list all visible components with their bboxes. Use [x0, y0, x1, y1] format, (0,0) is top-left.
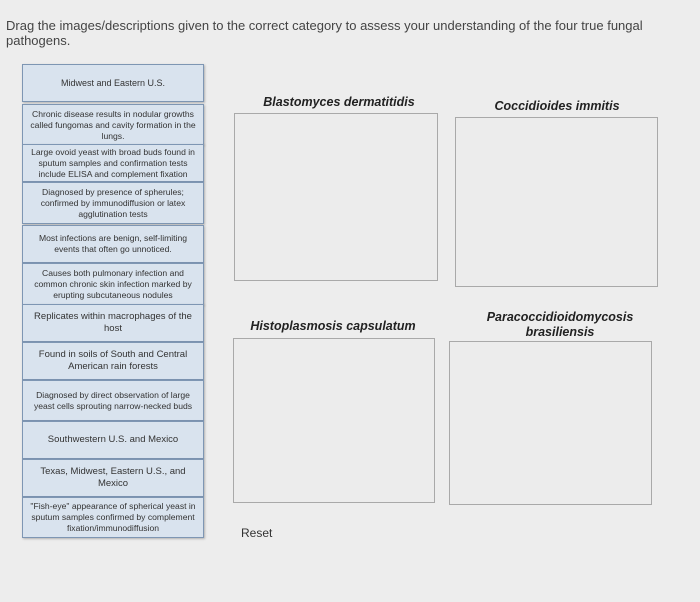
drag-card-spherules[interactable]: Diagnosed by presence of spherules; confirmed by immunodiffusion or latex agglutination tests [22, 182, 204, 224]
drag-card-texas-midwest[interactable]: Texas, Midwest, Eastern U.S., and Mexico [22, 459, 204, 497]
instructions-text: Drag the images/descriptions given to the correct category to assess your understanding of the four true fungal pathogens. [6, 18, 643, 48]
drag-card-rain-forests[interactable]: Found in soils of South and Central American rain forests [22, 342, 204, 380]
reset-button[interactable]: Reset [241, 526, 273, 540]
drop-zone-histoplasmosis[interactable] [233, 338, 435, 503]
category-title-coccidioides: Coccidioides immitis [494, 99, 620, 113]
drop-zone-blastomyces[interactable] [234, 113, 438, 281]
drag-card-southwestern-us[interactable]: Southwestern U.S. and Mexico [22, 421, 204, 459]
drag-card-midwest-eastern[interactable]: Midwest and Eastern U.S. [22, 64, 204, 102]
drop-zone-paracoccidioidomycosis[interactable] [449, 341, 652, 505]
drag-card-fish-eye[interactable]: "Fish-eye" appearance of spherical yeast in sputum samples confirmed by complement fixation/immunodiffusion [22, 497, 204, 538]
category-title-blastomyces: Blastomyces dermatitidis [263, 95, 415, 109]
drag-card-macrophages[interactable]: Replicates within macrophages of the host [22, 304, 204, 342]
category-title-histoplasmosis: Histoplasmosis capsulatum [250, 319, 416, 333]
drag-card-fungomas[interactable]: Chronic disease results in nodular growths called fungomas and cavity formation in the lungs. [22, 104, 204, 145]
drag-card-skin-nodules[interactable]: Causes both pulmonary infection and common chronic skin infection marked by erupting subcutaneous nodules [22, 263, 204, 305]
drag-card-narrow-necked-buds[interactable]: Diagnosed by direct observation of large yeast cells sprouting narrow-necked buds [22, 380, 204, 421]
category-title-paracoccidioidomycosis: Paracoccidioidomycosis brasiliensis [486, 310, 634, 339]
drag-card-benign-infections[interactable]: Most infections are benign, self-limiting events that often go unnoticed. [22, 225, 204, 263]
drop-zone-coccidioides[interactable] [455, 117, 658, 287]
drag-card-large-ovoid-yeast[interactable]: Large ovoid yeast with broad buds found in sputum samples and confirmation tests include ELISA and complement fixation [22, 144, 204, 182]
